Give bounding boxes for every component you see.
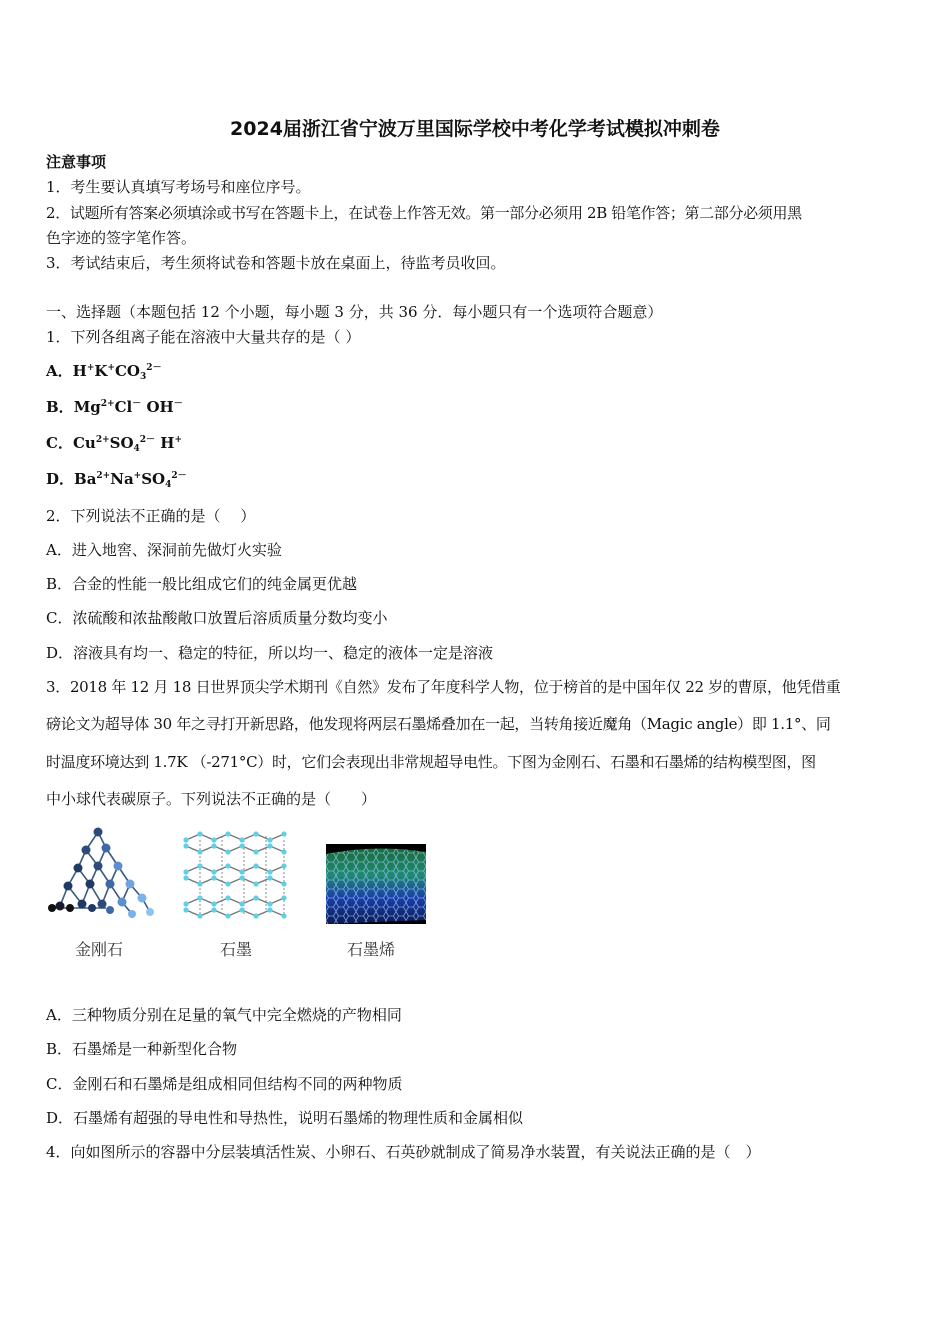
graphite-caption: 石墨 xyxy=(220,940,253,959)
notice-heading: 注意事项 xyxy=(46,153,107,171)
notice-item: 1．考生要认真填写考场号和座位序号。 xyxy=(46,178,311,196)
question-3-stem: 磅论文为超导体 30 年之寻打开新思路，他发现将两层石墨烯叠加在一起，当转角接近魔角（Magic angle）即 1.1°、同 xyxy=(46,715,831,733)
notice-item: 色字迹的签字笔作答。 xyxy=(46,229,197,247)
question-2-option: B．合金的性能一般比组成它们的纯金属更优越 xyxy=(46,575,358,593)
question-1-option-c: C．$Cu^{2+}SO_4^{2-}$ H+ xyxy=(46,434,183,454)
question-2-option: C．浓硫酸和浓盐酸敞口放置后溶质质量分数均变小 xyxy=(46,609,388,627)
diamond-caption: 金刚石 xyxy=(75,940,124,959)
question-3-option: C．金刚石和石墨烯是组成相同但结构不同的两种物质 xyxy=(46,1075,403,1093)
question-2-option: A．进入地窖、深洞前先做灯火实验 xyxy=(46,541,282,559)
question-1-stem: 1．下列各组离子能在溶液中大量共存的是（ ） xyxy=(46,328,361,346)
question-1-option-a: A．$H^+K^+CO_3^{2-}$ xyxy=(46,362,162,382)
question-1-option-b: B．$Mg^{2+}Cl^-$ OH－ xyxy=(46,398,183,416)
section-heading: 一、选择题（本题包括 12 个小题，每小题 3 分，共 36 分．每小题只有一个选项符合题意） xyxy=(46,303,663,321)
question-3-option: B．石墨烯是一种新型化合物 xyxy=(46,1040,238,1058)
page-title: 2024届浙江省宁波万里国际学校中考化学考试模拟冲刺卷 xyxy=(230,118,720,140)
question-3-stem: 中小球代表碳原子。下列说法不正确的是（ ） xyxy=(46,790,377,808)
question-3-stem: 3．2018 年 12 月 18 日世界顶尖学术期刊《自然》发布了年度科学人物，位于榜首的是中国年仅 22 岁的曹原，他凭借重 xyxy=(46,678,841,696)
question-3-option: D．石墨烯有超强的导电性和导热性，说明石墨烯的物理性质和金属相似 xyxy=(46,1109,524,1127)
graphite-structure-image xyxy=(182,826,292,922)
question-1-option-d: D．$Ba^{2+}Na^+SO_4^{2-}$ xyxy=(46,470,187,490)
notice-item: 3．考试结束后，考生须将试卷和答题卡放在桌面上，待监考员收回。 xyxy=(46,254,506,272)
question-4-stem: 4．向如图所示的容器中分层装填活性炭、小卵石、石英砂就制成了简易净水装置，有关说法正确的是（ ） xyxy=(46,1143,761,1161)
graphene-structure-image xyxy=(326,844,426,924)
question-2-option: D．溶液具有均一、稳定的特征，所以均一、稳定的液体一定是溶液 xyxy=(46,644,494,662)
question-3-stem: 时温度环境达到 1.7K （-271°C）时，它们会表现出非常规超导电性。下图为金刚石、石墨和石墨烯的结构模型图，图 xyxy=(46,753,816,771)
question-2-stem: 2．下列说法不正确的是（ ） xyxy=(46,507,256,525)
question-3-option: A．三种物质分别在足量的氧气中完全燃烧的产物相同 xyxy=(46,1006,402,1024)
diamond-structure-image xyxy=(46,826,158,922)
graphene-caption: 石墨烯 xyxy=(347,940,396,959)
notice-item: 2．试题所有答案必须填涂或书写在答题卡上，在试卷上作答无效。第一部分必须用 2B 铅笔作答；第二部分必须用黑 xyxy=(46,204,802,222)
